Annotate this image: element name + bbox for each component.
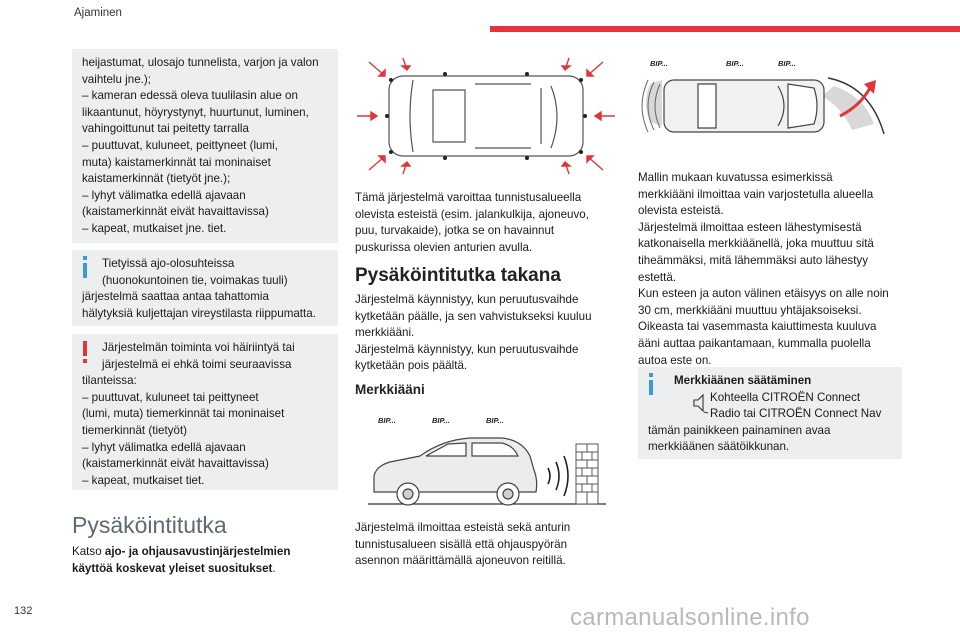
- info-lead: Tietyissä ajo-olosuhteissa (huonokuntoinen tie, voimakas tuuli): [102, 257, 288, 287]
- car-reversing-illustration: [362, 410, 612, 510]
- info-icon: [83, 256, 87, 278]
- page-number: 132: [14, 605, 33, 617]
- see-also-text: [72, 544, 342, 577]
- header-accent-bar: [490, 26, 960, 32]
- bip-label-5: BIP...: [726, 59, 744, 68]
- bip-label-4: BIP...: [650, 59, 668, 68]
- bip-label-2: BIP...: [432, 416, 450, 425]
- bip-label-3: BIP...: [486, 416, 504, 425]
- car-turning-illustration: [638, 50, 900, 150]
- settings-lead: Kohteella CITROËN Connect Radio tai CITROËN Connect Nav: [710, 390, 882, 421]
- beep-caption: Järjestelmä ilmoittaa esteistä sekä anturin tunnistusalueen sisällä että ohjauspyörän asennon määrittämällä ajoneuvon reitillä.: [355, 521, 571, 568]
- speaker-icon[interactable]: [692, 392, 710, 414]
- car-sensors-diagram: [355, 50, 617, 180]
- beep-explanation-text: Mallin mukaan kuvatussa esimerkissä merkkiääni ilmoittaa vain varjostetulla alueella olevista esteistä. Järjestelmä ilmoittaa esteen lähestymisestä katkonaisella merkkiäänellä, joka muuttuu sitä tiheämmäksi, mitä lähemmäksi auto lähestyy estettä. Kun esteen ja auton välinen etäisyys on alle noin 30 cm, merkkiääni muuttuu yhtäjaksoiseksi. Oikeasta tai vasemmasta kaiuttimesta kuuluva ääni auttaa paikantamaan, kummalla puolella autoa este on.: [638, 171, 889, 367]
- see-also-prefix: Katso: [72, 545, 105, 558]
- sound-waves: [548, 456, 568, 496]
- section-heading-parking-radar: Pysäköintitutka: [72, 512, 227, 538]
- car-top-view: [389, 76, 583, 156]
- settings-box: [638, 367, 902, 459]
- settings-body: tämän painikkeen painaminen avaa merkkiäänen säätöikkunan.: [648, 423, 831, 454]
- conditions-list-box: [72, 49, 338, 243]
- bip-label-1: BIP...: [378, 416, 396, 425]
- conditions-list: heijastumat, ulosajo tunnelista, varjon ja valon vaihtelu jne.); – kameran edessä oleva tuulilasin alue on likaantunut, höyrystynyt, huurtunut, luminen, vahingoittunut tai peitetty tarralla – puuttuvat, kuluneet, peittyneet (lumi, muta) kaistamerkinnät tai moninaiset kaistamerkinnät (tietyöt jne.); – lyhyt välimatka edellä ajavaan (kaistamerkinnät eivät havaittavissa) – kapeat, mutkaiset jne. tiet.: [82, 56, 319, 235]
- brick-wall: [576, 444, 598, 504]
- warning-icon: [83, 341, 87, 363]
- see-also-suffix: .: [272, 561, 276, 575]
- intro-text: Tämä järjestelmä varoittaa tunnistusalueella olevista esteistä (esim. jalankulkija, ajoneuvo, puu, turvakaide), jotka se on havainnut puskurissa olevien anturien avulla.: [355, 191, 589, 254]
- info-body: järjestelmä saattaa antaa tahattomia hälytyksiä kuljettajan vireystilasta riippumatta.: [82, 290, 316, 320]
- warning-box: [72, 334, 338, 490]
- info-box: [72, 250, 338, 326]
- warning-body: tilanteissa: – puuttuvat, kuluneet tai peittyneet (lumi, muta) tiemerkinnät tai moninaiset tiemerkinnät (tietyöt) – lyhyt välimatka edellä ajavaan (kaistamerkinnät eivät havaittavissa) – kapeat, mutkaiset tiet.: [82, 374, 285, 487]
- bip-label-6: BIP...: [778, 59, 796, 68]
- watermark: carmanualsonline.info: [570, 604, 810, 631]
- section-title: Ajaminen: [74, 7, 122, 19]
- car-side-view: [374, 438, 537, 505]
- settings-title: Merkkiäänen säätäminen: [674, 374, 812, 387]
- beep-subheading: Merkkiääni: [355, 382, 425, 397]
- car-top-view-turning: [664, 80, 824, 132]
- rear-radar-text: Järjestelmä käynnistyy, kun peruutusvaihde kytketään päälle, ja sen vahvistukseksi kuuluu merkkiääni. Järjestelmä käynnistyy, kun peruutusvaihde kytketään pois päältä.: [355, 293, 592, 373]
- warning-lead: Järjestelmän toiminta voi häiriintyä tai järjestelmä ei ehkä toimi seuraavissa: [102, 341, 295, 371]
- rear-radar-heading: Pysäköintitutka takana: [355, 265, 561, 286]
- see-also-link[interactable]: ajo- ja ohjausavustinjärjestelmien käyttöä koskevat yleiset suositukset: [72, 545, 291, 575]
